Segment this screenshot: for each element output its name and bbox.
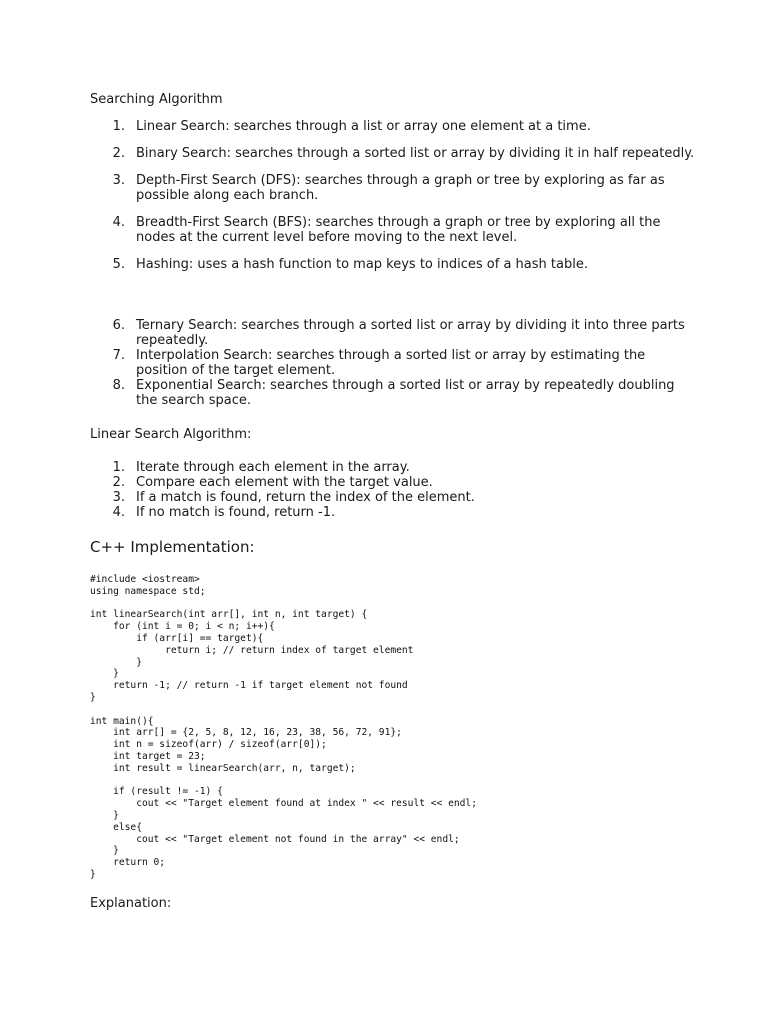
list-item-text: Ternary Search: searches through a sorted list or array by dividing it into three parts repeatedly. xyxy=(136,318,685,348)
linear-search-steps-list xyxy=(90,460,475,520)
list-item-number: 2. xyxy=(112,146,125,161)
list-item xyxy=(90,173,694,203)
list-item-text: Linear Search: searches through a list or array one element at a time. xyxy=(136,119,591,134)
list-item xyxy=(90,119,694,134)
list-item xyxy=(90,146,694,161)
list-item-number: 2. xyxy=(112,475,125,490)
list-item xyxy=(90,475,475,490)
list-item xyxy=(90,257,694,272)
list-item-number: 3. xyxy=(112,490,125,505)
section-title-searching-algorithm: Searching Algorithm xyxy=(90,92,223,107)
list-item xyxy=(90,460,475,475)
section-title-cpp-implementation: C++ Implementation: xyxy=(90,538,255,556)
section-title-explanation: Explanation: xyxy=(90,896,172,911)
list-item-text: If a match is found, return the index of the element. xyxy=(136,490,475,505)
list-item-number: 7. xyxy=(112,348,125,363)
list-item-text: Exponential Search: searches through a sorted list or array by repeatedly doubling the search space. xyxy=(136,378,675,408)
list-item-text: Iterate through each element in the array. xyxy=(136,460,410,475)
list-item-number: 4. xyxy=(112,505,125,520)
list-item-text: Binary Search: searches through a sorted list or array by dividing it in half repeatedly. xyxy=(136,146,695,161)
list-item-number: 8. xyxy=(112,378,125,393)
list-item xyxy=(90,378,685,408)
list-item-number: 5. xyxy=(112,257,125,272)
list-item-number: 1. xyxy=(112,119,125,134)
list-item xyxy=(90,215,694,245)
list-item xyxy=(90,318,685,348)
list-item-number: 3. xyxy=(112,173,125,188)
search-algorithms-list xyxy=(90,119,694,272)
list-item-text: Compare each element with the target value. xyxy=(136,475,433,490)
list-item-text: Hashing: uses a hash function to map keys to indices of a hash table. xyxy=(136,257,588,272)
list-item-text: Breadth-First Search (BFS): searches through a graph or tree by exploring all the nodes at the current level before moving to the next level. xyxy=(136,215,661,245)
list-item xyxy=(90,348,685,378)
section-title-linear-search: Linear Search Algorithm: xyxy=(90,427,252,442)
list-item-text: Interpolation Search: searches through a sorted list or array by estimating the position of the target element. xyxy=(136,348,646,378)
list-item-number: 6. xyxy=(112,318,125,333)
list-item-text: If no match is found, return -1. xyxy=(136,505,336,520)
list-item-number: 1. xyxy=(112,460,125,475)
code-block: #include <iostream> using namespace std; int linearSearch(int arr[], int n, int target) { for (int i = 0; i < n; i++){ if (arr[i] == target){ return i; // return index of target element } } return -1; // return -1 if target element not found } int main(){ int arr[] = {2, 5, 8, 12, 16, 23, 38, 56, 72, 91}; int n = sizeof(arr) / sizeof(arr[0]); int target = 23; int result = linearSearch(arr, n, target); if (result != -1) { cout << "Target element found at index " << result << endl; } else{ cout << "Target element not found in the array" << endl; } return 0; } xyxy=(90,574,477,880)
search-algorithms-list-continued xyxy=(90,318,685,408)
list-item xyxy=(90,490,475,505)
list-item-text: Depth-First Search (DFS): searches through a graph or tree by exploring as far as possible along each branch. xyxy=(136,173,665,203)
list-item xyxy=(90,505,475,520)
list-item-number: 4. xyxy=(112,215,125,230)
